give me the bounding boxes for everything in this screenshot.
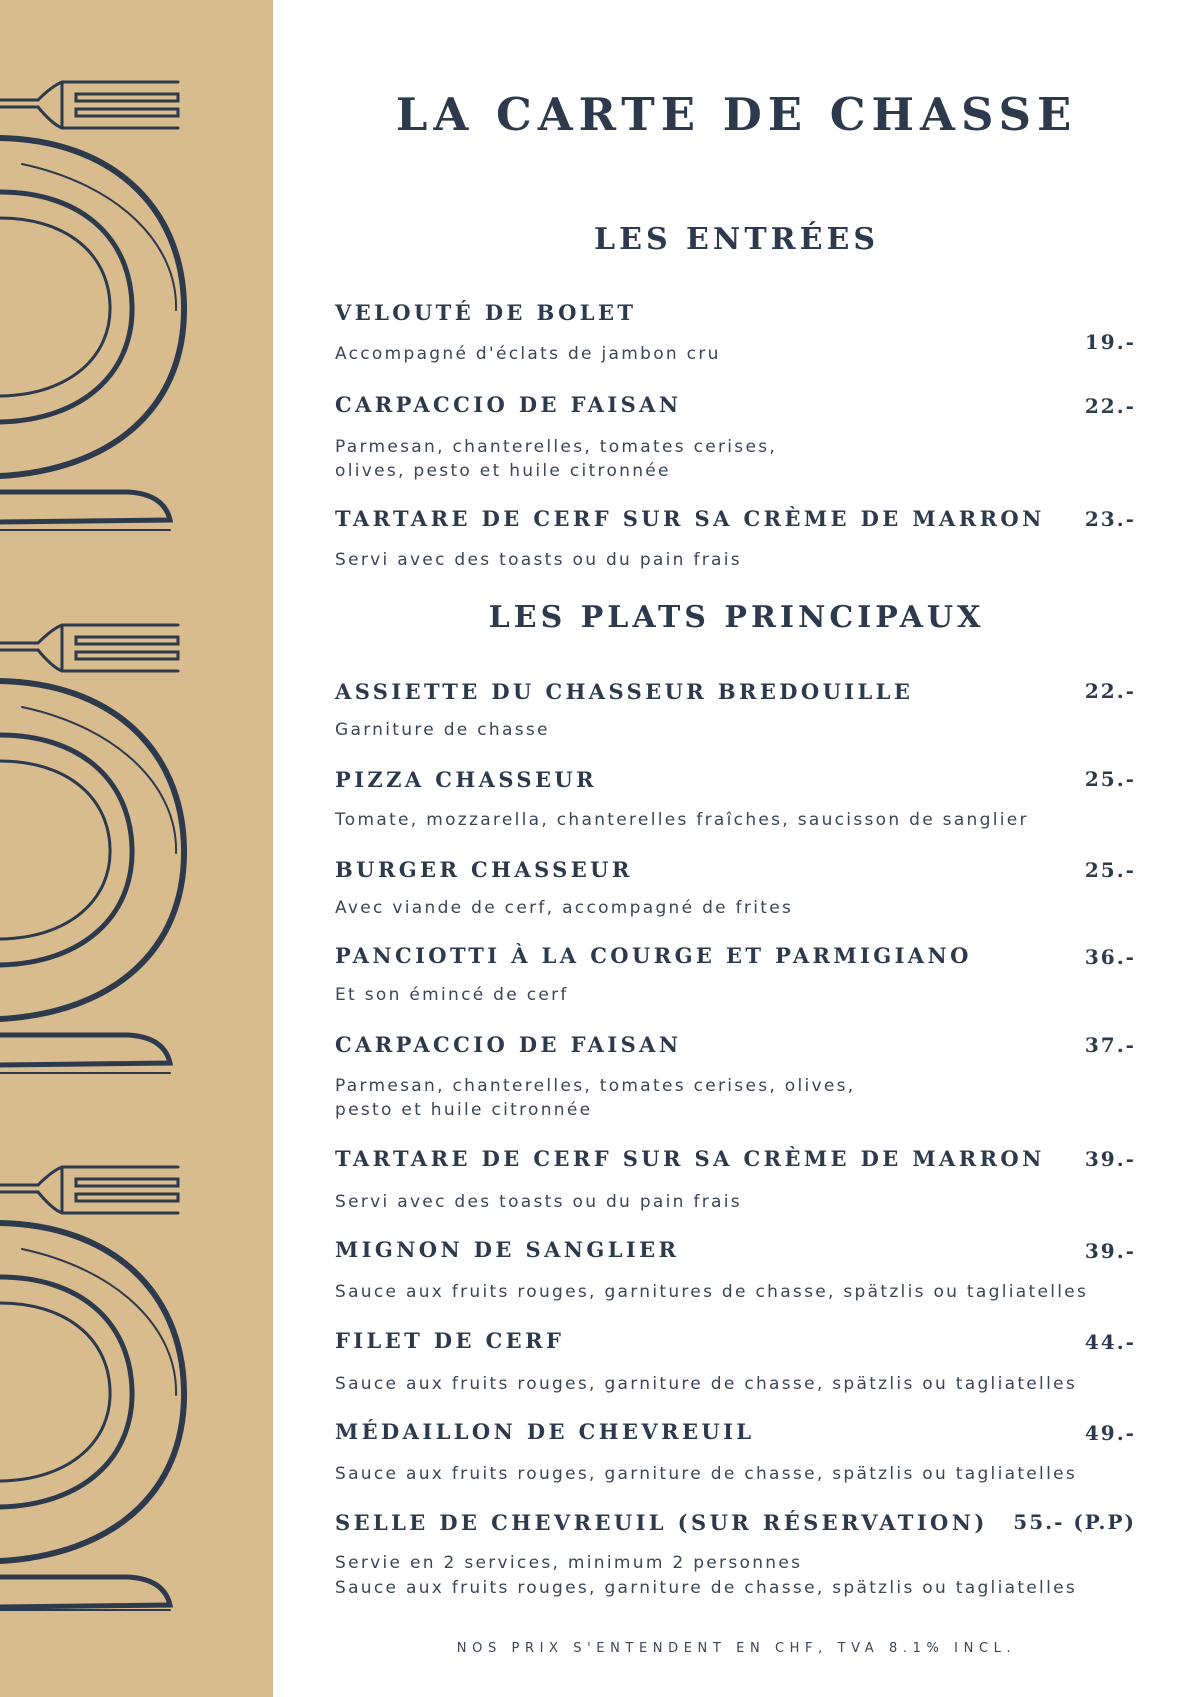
section-title-entrees: LES ENTRÉES	[593, 222, 879, 257]
item-description: Sauce aux fruits rouges, garniture de chasse, spätzlis ou tagliatelles	[335, 1374, 1078, 1394]
knife-icon	[0, 1577, 170, 1610]
knife-icon	[0, 1035, 170, 1073]
menu-content	[273, 0, 1200, 1697]
item-description: Tomate, mozzarella, chanterelles fraîches, saucisson de sanglier	[335, 810, 1029, 830]
plate-icon	[0, 1223, 184, 1561]
item-description: Servi avec des toasts ou du pain frais	[335, 550, 742, 570]
item-description: Sauce aux fruits rouges, garniture de chasse, spätzlis ou tagliatelles	[335, 1578, 1078, 1598]
item-description: Parmesan, chanterelles, tomates cerises,	[335, 437, 778, 457]
item-price: 22.-	[1084, 679, 1136, 703]
item-description: olives, pesto et huile citronnée	[335, 461, 671, 481]
item-price: 39.-	[1084, 1239, 1136, 1263]
item-price: 25.-	[1084, 858, 1136, 882]
knife-icon	[0, 492, 170, 530]
side-panel	[0, 0, 273, 1697]
item-description: Servie en 2 services, minimum 2 personnes	[335, 1553, 803, 1573]
item-description: Parmesan, chanterelles, tomates cerises, olives,	[335, 1076, 856, 1096]
item-name: TARTARE DE CERF SUR SA CRÈME DE MARRON	[335, 1146, 1045, 1171]
item-name: PIZZA CHASSEUR	[335, 767, 597, 792]
tableware-set-1	[0, 82, 184, 530]
item-name: CARPACCIO DE FAISAN	[335, 1032, 682, 1057]
item-description: pesto et huile citronnée	[335, 1100, 593, 1120]
item-price: 25.-	[1084, 767, 1136, 791]
item-name: BURGER CHASSEUR	[335, 857, 633, 882]
tableware-set-2	[0, 625, 184, 1073]
item-description: Servi avec des toasts ou du pain frais	[335, 1192, 742, 1212]
item-price: 19.-	[1084, 330, 1136, 354]
item-price: 49.-	[1084, 1421, 1136, 1445]
fork-icon	[0, 625, 178, 671]
item-name: MIGNON DE SANGLIER	[335, 1237, 680, 1262]
item-price: 22.-	[1084, 394, 1136, 418]
tableware-set-3	[0, 1167, 184, 1610]
fork-icon	[0, 82, 178, 128]
item-name: MÉDAILLON DE CHEVREUIL	[335, 1419, 755, 1444]
item-name: PANCIOTTI À LA COURGE ET PARMIGIANO	[335, 943, 972, 968]
item-price: 23.-	[1084, 507, 1136, 531]
item-name: ASSIETTE DU CHASSEUR BREDOUILLE	[335, 679, 914, 704]
item-price: 37.-	[1084, 1033, 1136, 1057]
item-price: 36.-	[1084, 945, 1136, 969]
item-description: Sauce aux fruits rouges, garniture de chasse, spätzlis ou tagliatelles	[335, 1464, 1078, 1484]
plate-icon	[0, 138, 184, 476]
fork-icon	[0, 1167, 178, 1213]
item-name: SELLE DE CHEVREUIL (SUR RÉSERVATION)	[335, 1510, 988, 1535]
item-price: 44.-	[1084, 1330, 1136, 1354]
item-price: 39.-	[1084, 1147, 1136, 1171]
item-name: VELOUTÉ DE BOLET	[335, 300, 637, 325]
item-description: Accompagné d'éclats de jambon cru	[335, 344, 721, 364]
section-title-plats: LES PLATS PRINCIPAUX	[488, 600, 985, 635]
item-description: Garniture de chasse	[335, 720, 550, 740]
menu-title: LA CARTE DE CHASSE	[395, 88, 1078, 141]
item-description: Sauce aux fruits rouges, garnitures de chasse, spätzlis ou tagliatelles	[335, 1282, 1089, 1302]
item-price: 55.- (P.P)	[1013, 1510, 1136, 1534]
item-description: Et son émincé de cerf	[335, 985, 569, 1005]
price-note-footer: NOS PRIX S'ENTENDENT EN CHF, TVA 8.1% INCL.	[456, 1641, 1017, 1656]
tableware-illustration	[0, 0, 273, 1697]
plate-icon	[0, 681, 184, 1019]
item-description: Avec viande de cerf, accompagné de frites	[335, 898, 794, 918]
item-name: FILET DE CERF	[335, 1328, 565, 1353]
item-name: CARPACCIO DE FAISAN	[335, 392, 682, 417]
item-name: TARTARE DE CERF SUR SA CRÈME DE MARRON	[335, 506, 1045, 531]
